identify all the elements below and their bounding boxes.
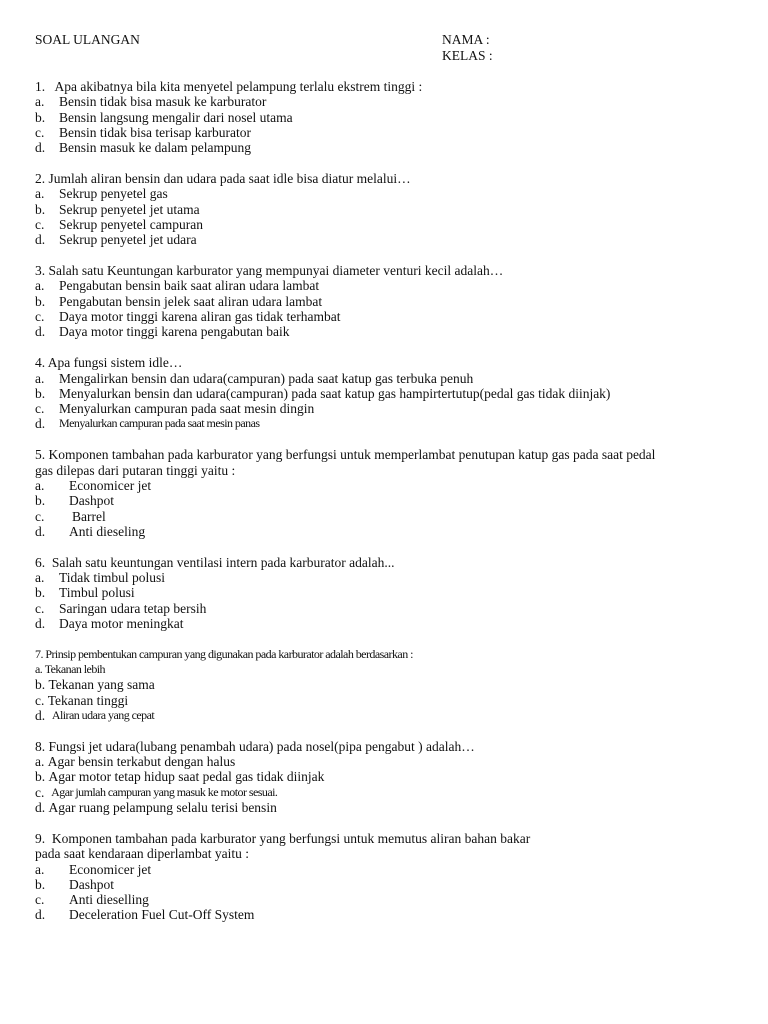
question-6 — [35, 555, 735, 631]
question-list — [35, 79, 735, 938]
option-a: a. Economicer jet — [35, 477, 152, 493]
question-text: 1. Apa akibatnya bila kita menyetel pelampung terlalu ekstrem tinggi : — [35, 79, 423, 94]
option-c: c. Agar jumlah campuran yang masuk ke motor sesuai. — [35, 784, 278, 800]
question-text: 6. Salah satu keuntungan ventilasi intern pada karburator adalah... — [35, 554, 395, 570]
option-d: d. Menyalurkan campuran pada saat mesin panas — [35, 416, 260, 432]
option-a: a. Mengalirkan bensin dan udara(campuran) pada saat katup gas terbuka penuh — [35, 370, 474, 386]
option-b: b. Menyalurkan bensin dan udara(campuran) pada saat katup gas hampirtertutup(pedal gas tidak diinjak) — [35, 385, 611, 401]
question-8 — [35, 739, 735, 815]
option-d: d. Agar ruang pelampung selalu terisi bensin — [35, 800, 277, 816]
option-b: b. Sekrup penyetel jet utama — [35, 201, 200, 217]
option-a: a. Sekrup penyetel gas — [35, 186, 168, 202]
student-info — [442, 32, 493, 64]
option-b: b. Pengabutan bensin jelek saat aliran udara lambat — [35, 293, 323, 309]
question-text: 7. Prinsip pembentukan campuran yang digunakan pada karburator adalah berdasarkan : — [35, 646, 413, 661]
option-b: b. Dashpot — [35, 493, 114, 509]
option-c: c. Menyalurkan campuran pada saat mesin dingin — [35, 401, 315, 417]
option-d: d. Deceleration Fuel Cut-Off System — [35, 907, 255, 923]
question-text: 8. Fungsi jet udara(lubang penambah udara) pada nosel(pipa pengabut ) adalah… — [35, 738, 475, 754]
option-a: a. Tidak timbul polusi — [35, 569, 166, 585]
exam-title: SOAL ULANGAN — [35, 32, 140, 47]
option-b: b. Agar motor tetap hidup saat pedal gas tidak diinjak — [35, 769, 325, 785]
option-a: a. Bensin tidak bisa masuk ke karburator — [35, 94, 267, 110]
option-b: b. Tekanan yang sama — [35, 677, 155, 693]
nama-label: NAMA : — [442, 32, 490, 47]
option-d: d. Bensin masuk ke dalam pelampung — [35, 140, 251, 156]
option-c: c. Bensin tidak bisa terisap karburator — [35, 124, 251, 140]
question-text-continued: gas dilepas dari putaran tinggi yaitu : — [35, 462, 236, 478]
option-d: d. Sekrup penyetel jet udara — [35, 232, 197, 248]
option-a: a. Economicer jet — [35, 861, 152, 877]
option-b: b. Timbul polusi — [35, 585, 135, 601]
question-text: 4. Apa fungsi sistem idle… — [35, 355, 183, 371]
option-c: c. Saringan udara tetap bersih — [35, 600, 207, 616]
question-5 — [35, 447, 735, 539]
option-a: a. Tekanan lebih — [35, 662, 106, 677]
question-9 — [35, 831, 735, 923]
option-b: b. Bensin langsung mengalir dari nosel utama — [35, 109, 293, 125]
option-d: d. Anti dieseling — [35, 523, 146, 539]
question-7 — [35, 647, 735, 723]
question-text: 9. Komponen tambahan pada karburator yang berfungsi untuk memutus aliran bahan bakar — [35, 830, 531, 846]
option-c: c. Anti dieselling — [35, 892, 149, 908]
question-text: 3. Salah satu Keuntungan karburator yang mempunyai diameter venturi kecil adalah… — [35, 263, 504, 279]
option-d: d. Aliran udara yang cepat — [35, 707, 155, 723]
option-c: c. Tekanan tinggi — [35, 692, 129, 708]
question-3 — [35, 263, 735, 339]
option-a: a. Agar bensin terkabut dengan halus — [35, 754, 236, 770]
question-2 — [35, 171, 735, 247]
question-text-continued: pada saat kendaraan diperlambat yaitu : — [35, 846, 250, 862]
kelas-label: KELAS : — [442, 48, 493, 63]
option-c: c. Daya motor tinggi karena aliran gas tidak terhambat — [35, 309, 341, 325]
option-d: d. Daya motor tinggi karena pengabutan baik — [35, 324, 290, 340]
option-b: b. Dashpot — [35, 876, 114, 892]
option-d: d. Daya motor meningkat — [35, 615, 184, 631]
question-1 — [35, 79, 735, 155]
question-4 — [35, 355, 735, 431]
option-a: a. Pengabutan bensin baik saat aliran udara lambat — [35, 278, 320, 294]
question-text: 5. Komponen tambahan pada karburator yang berfungsi untuk memperlambat penutupan katup gas pada saat pedal — [35, 447, 656, 463]
question-text: 2. Jumlah aliran bensin dan udara pada saat idle bisa diatur melalui… — [35, 171, 411, 187]
option-c: c. Sekrup penyetel campuran — [35, 216, 203, 232]
option-c: c. Barrel — [35, 508, 106, 524]
